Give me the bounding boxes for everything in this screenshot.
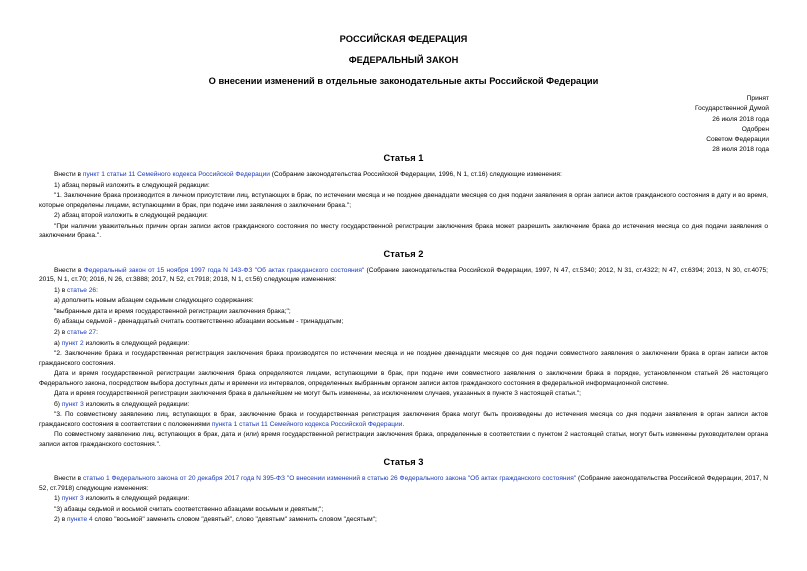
document-type-heading: ФЕДЕРАЛЬНЫЙ ЗАКОН — [348, 55, 459, 65]
paragraph: По совместному заявлению лиц, вступающих в брак, дата и (или) время государственной регистрации заключения брака, определенные в соответствии с пунктом 2 настоящей статьи, могут быть изменены руководителем органа записи актов гражданского состояния.". — [39, 431, 768, 448]
text-span: (Собрание законодательства Российской Федерации, 2017, N 52, ст.7918) следующие изменения: — [39, 475, 768, 492]
paragraph — [39, 515, 768, 524]
paragraph: б) абзацы седьмой - двенадцатый считать соответственно абзацами восьмым - тринадцатым; — [54, 318, 344, 326]
text-span: (Собрание законодательства Российской Федерации, 1996, N 1, ст.16) следующие изменения: — [269, 171, 562, 178]
link-article-27[interactable]: статье 27 — [67, 328, 97, 336]
paragraph: 2) абзац второй изложить в следующей редакции: — [54, 212, 208, 220]
law-title: О внесении изменений в отдельные законодательные акты Российской Федерации — [208, 76, 599, 86]
adoption-line: Принят — [746, 95, 769, 102]
adoption-date: 26 июля 2018 года — [712, 115, 769, 123]
adoption-block — [629, 94, 769, 156]
approval-line: Советом Федерации — [706, 136, 769, 144]
paragraph — [39, 494, 768, 503]
text-span: б) — [54, 400, 62, 408]
text-span: 2) в — [54, 516, 68, 524]
paragraph — [39, 410, 768, 429]
paragraph — [39, 286, 768, 295]
text-span: а) — [54, 339, 62, 347]
text-span: : — [96, 328, 98, 336]
paragraph — [39, 400, 768, 409]
paragraph — [39, 339, 768, 348]
article-2-heading: Статья 2 — [383, 248, 424, 259]
paragraph: "При наличии уважительных причин орган записи актов гражданского состояния по месту государственной регистрации заключения брака может разрешить заключение брака до истечения месяца со дня подачи заявления о заключении брака.". — [39, 222, 768, 240]
paragraph: а) дополнить новым абзацем седьмым следующего содержания: — [54, 297, 254, 305]
link-point-4[interactable]: пункте 4 — [67, 516, 93, 524]
paragraph — [39, 328, 768, 337]
paragraph: "2. Заключение брака и государственная регистрация заключения брака производятся по истечении месяца и не позднее двенадцати месяцев со дня подачи совместного заявления о заключении брака в орган записи актов гражданского состояния. — [39, 350, 768, 367]
link-federal-law-143[interactable]: Федеральный закон от 15 ноября 1997 года N 143-ФЗ "Об актах гражданского состояния" — [83, 266, 365, 274]
link-point-3-art3[interactable]: пункт 3 — [61, 495, 84, 503]
paragraph: Дата и время государственной регистрации заключения брака в дальнейшем не могут быть изменены, за исключением случаев, указанных в пункте 3 настоящей статьи."; — [54, 390, 581, 398]
link-family-code-article-11[interactable]: пункта 1 статьи 11 Семейного кодекса Российской Федерации — [211, 420, 403, 428]
link-family-code[interactable]: пункт 1 статьи 11 Семейного кодекса Российской Федерации — [82, 171, 270, 178]
paragraph — [39, 170, 768, 179]
paragraph: "1. Заключение брака производится в личном присутствии лиц, вступающих в брак, по истечении месяца и не позднее двенадцати месяцев со дня подачи заявления в орган записи актов гражданского состояния в дату и во время, которые определены лицами, вступающими в брак, при подаче ими заявления о заключении брака."; — [39, 192, 768, 209]
approval-date: 28 июля 2018 года — [712, 146, 769, 154]
article-3-heading: Статья 3 — [383, 457, 424, 468]
link-federal-law-395[interactable]: статью 1 Федерального закона от 20 декабря 2017 года N 395-ФЗ "О внесении изменений в статью 26 Федерального закона "Об актах гражданского состояния" — [82, 475, 577, 483]
text-span: изложить в следующей редакции: — [83, 400, 190, 408]
link-point-3[interactable]: пункт 3 — [61, 400, 84, 408]
paragraph — [39, 474, 768, 493]
text-span: (Собрание законодательства Российской Федерации, 1997, N 47, ст.5340; 2012, N 31, ст.4322; N 47, ст.6394; 2013, N 30, ст.4075; 2015, N 1, ст.70; 2016, N 26, ст.3888; 2017, N 52, ст.7918; 2018, N 1, ст.56) следующие изменения: — [39, 266, 769, 283]
text-span: . — [402, 420, 405, 428]
text-span: "3. По совместному заявлению лиц, вступающих в брак, заключение брака и государственная регистрация заключения брака могут быть произведены до истечения месяца со дня подачи заявления в орган записи актов гражданского состояния в соответствии с положениями — [39, 411, 768, 428]
text-span: слово "восьмой" заменить словом "девятый", слово "девятым" заменить словом "десятым"; — [92, 516, 377, 524]
paragraph: 1) абзац первый изложить в следующей редакции: — [54, 181, 210, 189]
text-span: Внести в — [54, 475, 83, 483]
paragraph: Дата и время государственной регистрации заключения брака определяются лицами, вступающими в брак, при подаче ими совместного заявления о заключении брака в порядке, установленном статьей 26 настоящего Федерального закона, посредством выбора доступных даты и времени из интервалов, определенных выбранным органом записи актов гражданского состояния в федеральной информационной системе. — [39, 370, 768, 387]
link-point-2[interactable]: пункт 2 — [61, 339, 84, 347]
text-span: 2) в — [54, 328, 68, 336]
link-article-26[interactable]: статье 26 — [67, 286, 97, 294]
article-1-heading: Статья 1 — [383, 153, 424, 163]
text-span: Внести в — [54, 171, 83, 178]
text-span: 1) в — [54, 286, 68, 294]
paragraph: "выбранные дата и время государственной регистрации заключения брака;"; — [54, 307, 291, 315]
law-body — [39, 152, 768, 526]
paragraph: "3) абзацы седьмой и восьмой считать соответственно абзацами восьмым и девятым;"; — [54, 505, 324, 513]
country-heading: РОССИЙСКАЯ ФЕДЕРАЦИЯ — [339, 34, 468, 44]
text-span: Внести в — [54, 266, 84, 274]
paragraph — [39, 266, 768, 285]
approval-line: Одобрен — [741, 125, 769, 133]
text-span: изложить в следующей редакции: — [83, 495, 190, 503]
text-span: изложить в следующей редакции: — [83, 339, 190, 347]
adoption-line: Государственной Думой — [695, 105, 769, 113]
text-span: : — [96, 286, 98, 294]
text-span: 1) — [54, 495, 62, 503]
